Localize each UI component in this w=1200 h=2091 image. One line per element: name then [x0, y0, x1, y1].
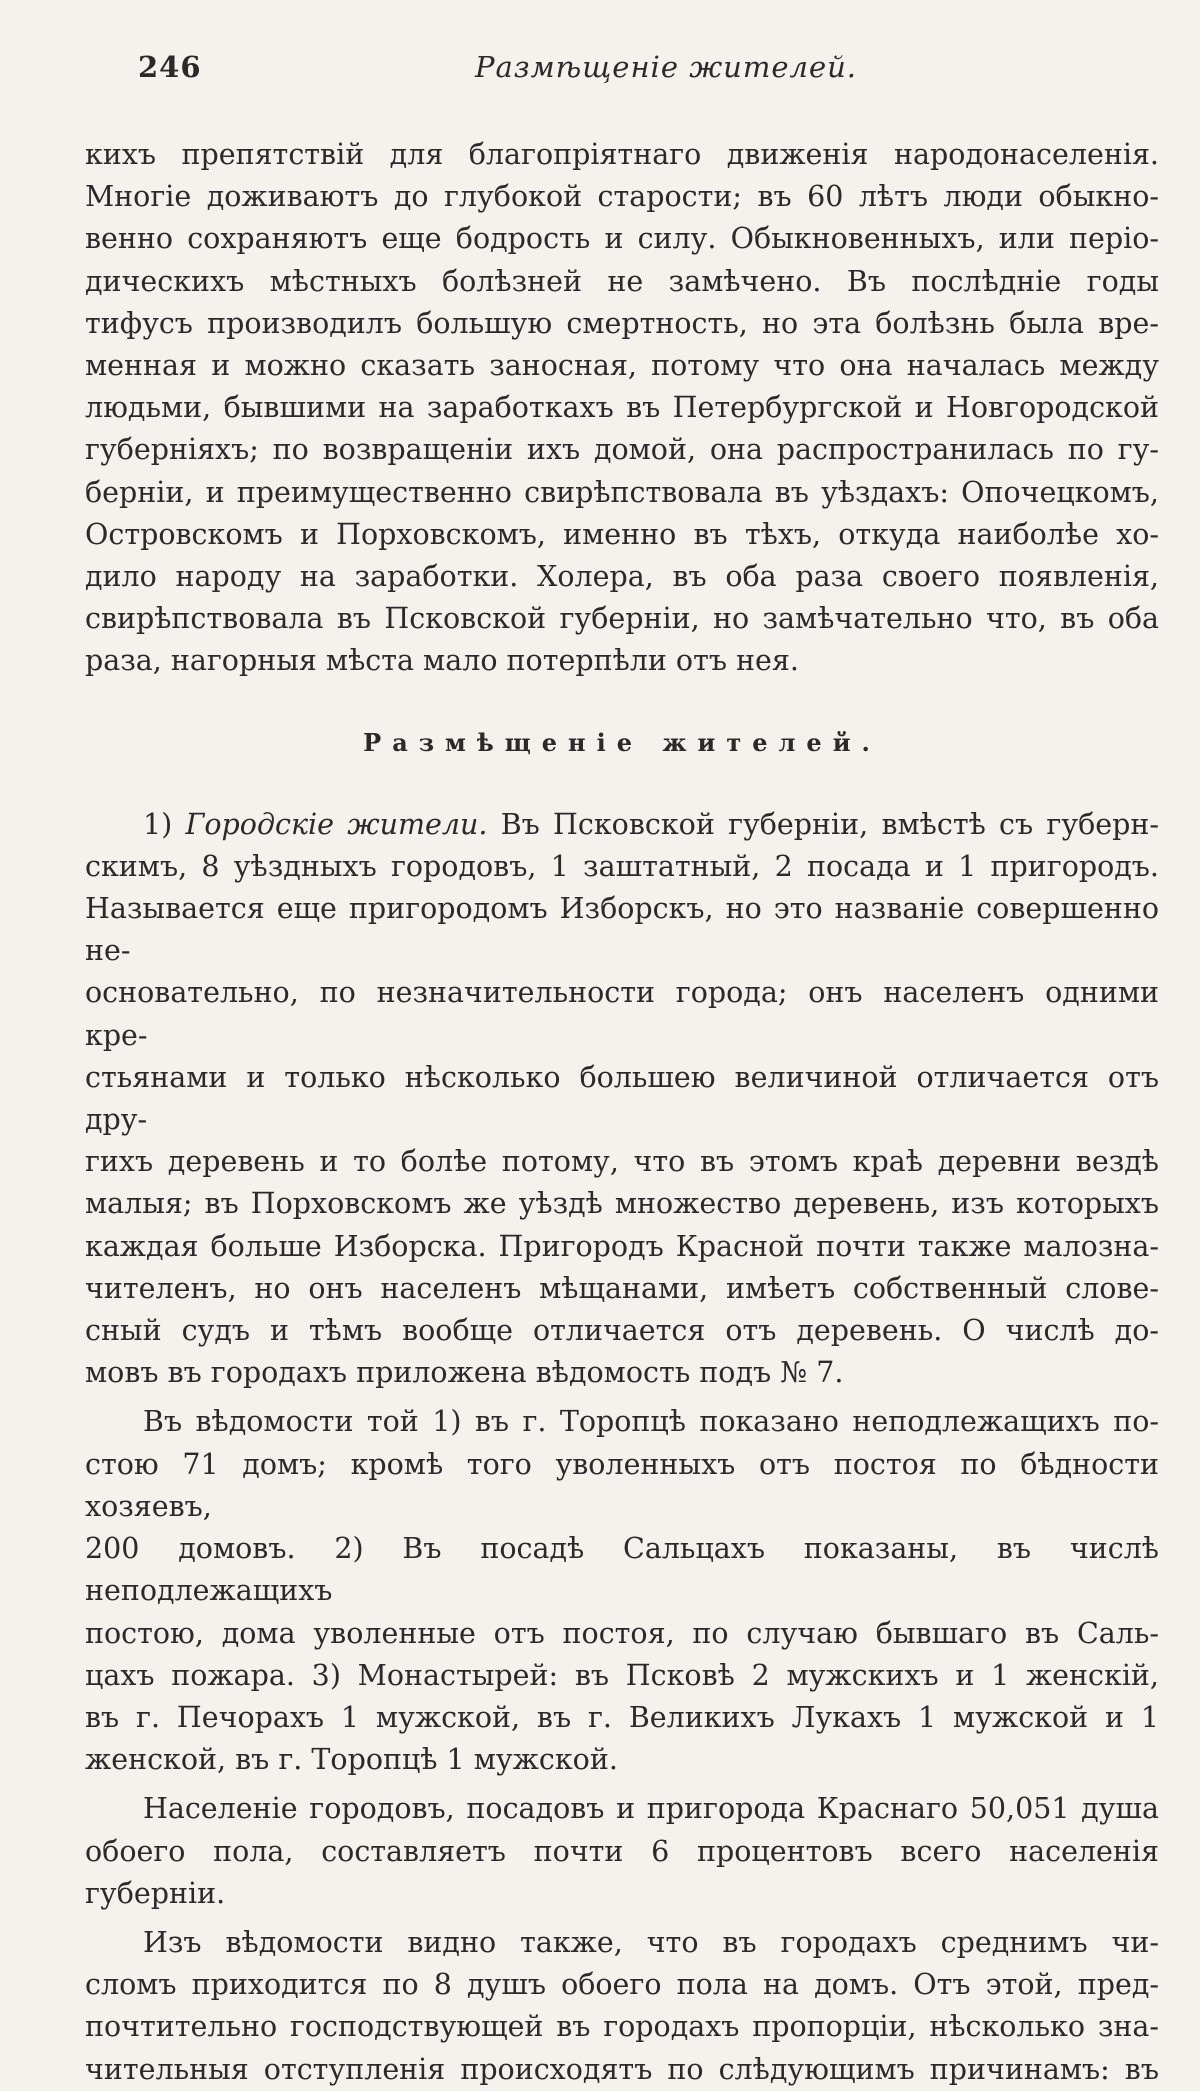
paragraph-disease — [85, 134, 1159, 683]
item-number: 1) — [143, 807, 173, 841]
text-line: сный судъ и тѣмъ вообще отличается отъ деревень. О числѣ до- — [85, 1314, 1159, 1348]
text-line: чителенъ, но онъ населенъ мѣщанами, имѣетъ собственный слове- — [85, 1271, 1159, 1305]
subsection-heading: Городскіе жители. — [185, 807, 488, 841]
text-line: 200 домовъ. 2) Въ посадѣ Сальцахъ показаны, въ числѣ неподлежащихъ — [85, 1532, 1159, 1608]
text-line: Многіе доживаютъ до глубокой старости; въ 60 лѣтъ люди обыкно- — [85, 180, 1159, 214]
running-title: Размѣщеніе жителей. — [475, 50, 858, 84]
text-line: губерніяхъ; по возвращеніи ихъ домой, она распространилась по гу- — [85, 433, 1159, 467]
text-line: дило народу на заработки. Холера, въ оба раза своего появленія, — [85, 560, 1159, 594]
text-line: берніи, и преимущественно свирѣпствовала въ уѣздахъ: Опочецкомъ, — [85, 475, 1159, 509]
text-line: чительныя отступленія происходятъ по слѣдующимъ причинамъ: въ — [85, 2052, 1159, 2086]
paragraph-town-residents — [85, 804, 1159, 1395]
text-line: Называется еще пригородомъ Изборскъ, но это названіе совершенно не- — [85, 892, 1159, 968]
text-line: въ г. Печорахъ 1 мужской, въ г. Великихъ Лукахъ 1 мужской и 1 — [85, 1700, 1159, 1734]
text-line: людьми, бывшими на заработкахъ въ Петербургской и Новгородской — [85, 391, 1159, 425]
text-line: менная и можно сказать заносная, потому что она началась между — [85, 349, 1159, 383]
text-line: Островскомъ и Порховскомъ, именно въ тѣхъ, откуда наиболѣе хо- — [85, 517, 1159, 551]
text-line: свирѣпствовала въ Псковской губерніи, но замѣчательно что, въ оба — [85, 602, 1159, 636]
text-line-first — [85, 804, 1159, 846]
text-line: каждая больше Изборска. Пригородъ Красной почти также малозна- — [85, 1229, 1159, 1263]
text-line: малыя; въ Порховскомъ же уѣздѣ множество деревень, изъ которыхъ — [85, 1187, 1159, 1221]
text-run: Въ Псковской губерніи, вмѣстѣ съ губерн- — [500, 807, 1159, 841]
text-line: тифусъ производилъ большую смертность, но эта болѣзнь была вре- — [85, 306, 1159, 340]
text-line-first: Изъ вѣдомости видно также, что въ городахъ среднимъ чи- — [143, 1925, 1159, 1959]
text-line-last: мовъ въ городахъ приложена вѣдомость подъ № 7. — [85, 1356, 844, 1390]
text-line: дическихъ мѣстныхъ болѣзней не замѣчено. Въ послѣдніе годы — [85, 264, 1159, 298]
text-line-first: Въ вѣдомости той 1) въ г. Торопцѣ показано неподлежащихъ по- — [143, 1405, 1159, 1439]
text-line: кихъ препятствій для благопріятнаго движенія народонаселенія. — [85, 138, 1159, 171]
text-line: сломъ приходится по 8 душъ обоего пола на домъ. Отъ этой, пред- — [85, 1968, 1159, 2002]
text-line: стьянами и только нѣсколько большею величиной отличается отъ дру- — [85, 1060, 1159, 1137]
text-line: постою, дома уволенные отъ постоя, по случаю бывшаго въ Саль- — [85, 1616, 1159, 1650]
text-line-first: Населеніе городовъ, посадовъ и пригорода Краснаго 50,051 душа — [143, 1792, 1159, 1826]
text-line-last: женской, въ г. Торопцѣ 1 мужской. — [85, 1743, 618, 1777]
text-line-last: раза, нагорныя мѣста мало потерпѣли отъ нея. — [85, 644, 799, 678]
text-line: цахъ пожара. 3) Монастырей: въ Псковѣ 2 мужскихъ и 1 женскій, — [85, 1658, 1159, 1692]
text-line-last: обоего пола, составляетъ почти 6 процентовъ всего населенія губерніи. — [85, 1834, 1159, 1910]
page-header — [85, 50, 1159, 94]
text-line: гихъ деревень и то болѣе потому, что въ этомъ краѣ деревни вездѣ — [85, 1145, 1159, 1179]
paragraph-household-ratio — [85, 1922, 1159, 2091]
text-line: стою 71 домъ; кромѣ того уволенныхъ отъ постоя по бѣдности хозяевъ, — [85, 1447, 1159, 1523]
text-line: почтительно господствующей въ городахъ пропорціи, нѣсколько зна- — [85, 2010, 1159, 2044]
paragraph-statement-notes — [85, 1401, 1159, 1781]
paragraph-population — [85, 1788, 1159, 1915]
text-line: скимъ, 8 уѣздныхъ городовъ, 1 заштатный, 2 посада и 1 пригородъ. — [85, 849, 1159, 883]
text-line: основательно, по незначительности города; онъ населенъ одними кре- — [85, 976, 1159, 1052]
text-line: венно сохраняютъ еще бодрость и силу. Обыкновенныхъ, или періо- — [85, 222, 1159, 256]
page-number: 246 — [138, 50, 202, 84]
section-title: Размѣщеніе жителей. — [363, 727, 881, 757]
